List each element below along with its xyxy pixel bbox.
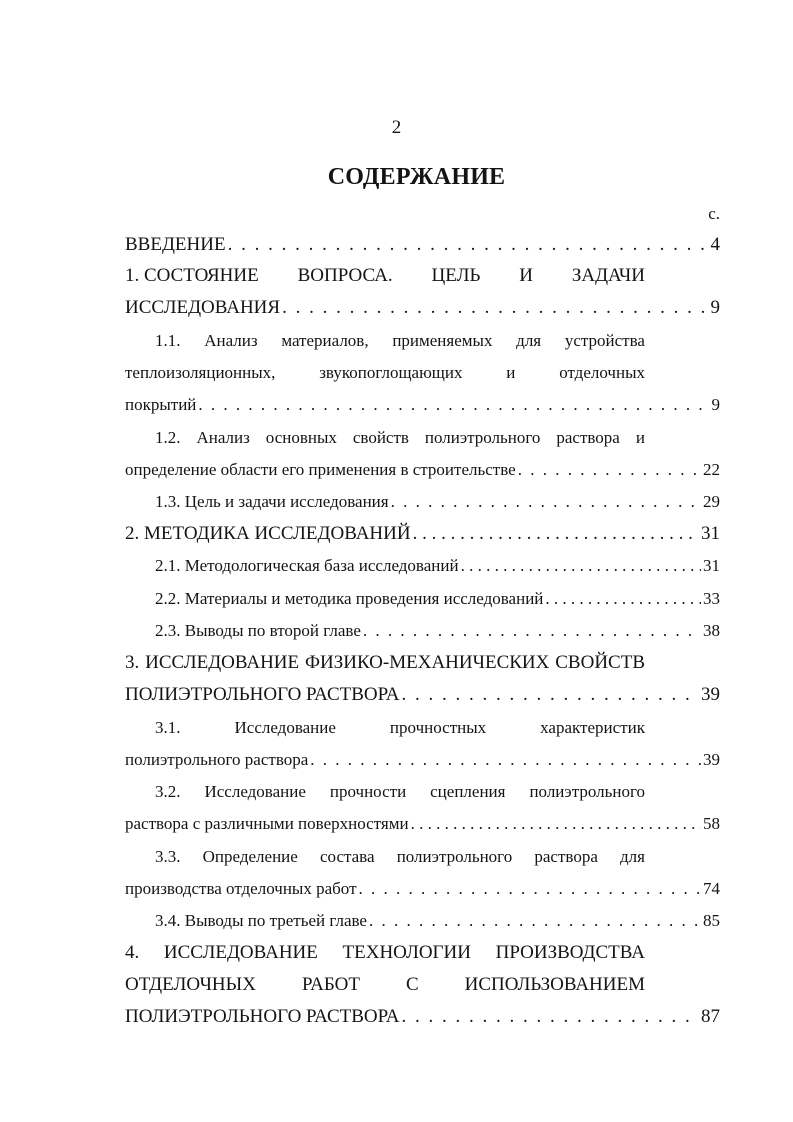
toc-entry-chapter-2 <box>125 519 720 549</box>
toc-word: полиэтрольного <box>424 428 541 447</box>
toc-entry-chapter-1 <box>125 293 720 323</box>
leader-dots <box>413 519 699 549</box>
leader-dots <box>545 584 701 614</box>
toc-entry-page: 29 <box>703 492 720 511</box>
toc-entry-title: производства отделочных работ <box>125 879 357 898</box>
leader-dots <box>359 874 702 904</box>
toc-word: ЦЕЛЬ <box>431 265 481 286</box>
toc-word: отделочных <box>559 363 645 382</box>
toc-word: для <box>620 847 645 866</box>
leader-dots <box>198 390 709 420</box>
toc-entry-title: раствора с различными поверхностями <box>125 814 409 833</box>
toc-word: И <box>519 265 533 286</box>
toc-entry-title: 2.3. Выводы по второй главе <box>155 621 361 640</box>
toc-entry-3-1 <box>125 745 720 775</box>
toc-word: ТЕХНОЛОГИИ <box>342 942 471 963</box>
toc-word: 3.1. <box>155 718 181 737</box>
toc-entry-3-2-line-1 <box>155 777 645 807</box>
toc-entry-3-1-line-1 <box>155 713 645 743</box>
toc-word: применяемых <box>392 331 493 350</box>
toc-entry-3-3 <box>125 874 720 904</box>
toc-entry-title: определение области его применения в строительстве <box>125 460 516 479</box>
toc-word: 1. СОСТОЯНИЕ <box>125 265 259 286</box>
toc-entry-title: 2.1. Методологическая база исследований <box>155 556 459 575</box>
toc-entry-3-3-line-1 <box>155 842 645 872</box>
toc-entry-page: 87 <box>701 1006 720 1027</box>
toc-entry-3-2 <box>125 809 720 839</box>
toc-word: полиэтрольного <box>529 782 645 801</box>
toc-entry-chapter-4-line-2 <box>125 970 645 1000</box>
toc-word: Определение <box>202 847 298 866</box>
toc-word: устройства <box>564 331 645 350</box>
toc-word: для <box>516 331 542 350</box>
toc-entry-1-1 <box>125 390 720 420</box>
toc-word: 3. <box>125 652 140 673</box>
toc-word: ПРОИЗВОДСТВА <box>495 942 645 963</box>
toc-word: ВОПРОСА. <box>297 265 393 286</box>
toc-entry-title: 1.3. Цель и задачи исследования <box>155 492 389 511</box>
toc-word: 3.3. <box>155 847 181 866</box>
leader-dots <box>461 551 701 581</box>
toc-word: ИСПОЛЬЗОВАНИЕМ <box>464 974 645 995</box>
toc-word: сцепления <box>430 782 506 801</box>
toc-entry-1-3 <box>155 487 720 517</box>
toc-entry-title: 3.4. Выводы по третьей главе <box>155 911 367 930</box>
toc-word: характеристик <box>540 718 645 737</box>
toc-word: основных <box>265 428 337 447</box>
toc-entry-1-1-line-2 <box>125 358 645 388</box>
toc-word: и <box>635 428 645 447</box>
toc-word: 3.2. <box>155 782 181 801</box>
leader-dots <box>310 745 701 775</box>
toc-entry-page: 33 <box>703 589 720 608</box>
toc-entry-title: ПОЛИЭТРОЛЬНОГО РАСТВОРА <box>125 684 400 705</box>
leader-dots <box>518 455 701 485</box>
toc-entry-chapter-1-line-1 <box>125 261 645 291</box>
toc-word: СВОЙСТВ <box>555 652 645 673</box>
toc-entry-page: 4 <box>710 234 720 255</box>
toc-entry-3-4 <box>155 906 720 936</box>
toc-entry-2-2 <box>155 584 720 614</box>
toc-entry-page: 39 <box>703 750 720 769</box>
toc-word: ЗАДАЧИ <box>571 265 645 286</box>
toc-word: Анализ <box>204 331 258 350</box>
toc-word: раствора <box>534 847 598 866</box>
toc-word: РАБОТ <box>301 974 360 995</box>
toc-word: Анализ <box>196 428 250 447</box>
toc-entry-title: полиэтрольного раствора <box>125 750 309 769</box>
leader-dots <box>282 293 708 323</box>
toc-word: 1.1. <box>155 331 181 350</box>
toc-entry-page: 31 <box>703 556 720 575</box>
toc-entry-title: ПОЛИЭТРОЛЬНОГО РАСТВОРА <box>125 1006 400 1027</box>
toc-entry-page: 85 <box>703 911 720 930</box>
leader-dots <box>402 1002 700 1032</box>
toc-entry-chapter-3 <box>125 680 720 710</box>
toc-word: прочностных <box>389 718 487 737</box>
leader-dots <box>363 616 701 646</box>
toc-entry-title: покрытий <box>125 395 197 414</box>
toc-word: ФИЗИКО-МЕХАНИЧЕСКИХ <box>305 652 550 673</box>
toc-entry-page: 74 <box>703 879 720 898</box>
toc-entry-page: 9 <box>711 395 720 414</box>
toc-entry-title: ВВЕДЕНИЕ <box>125 234 226 255</box>
toc-word: ИССЛЕДОВАНИЕ <box>163 942 318 963</box>
leader-dots <box>369 906 701 936</box>
toc-entry-page: 58 <box>703 814 720 833</box>
page-number: 2 <box>391 117 402 138</box>
toc-entry-page: 39 <box>701 684 720 705</box>
toc-word: ИССЛЕДОВАНИЕ <box>145 652 300 673</box>
toc-entry-page: 38 <box>703 621 720 640</box>
leader-dots <box>402 680 700 710</box>
toc-word: теплоизоляционных, <box>125 363 276 382</box>
toc-word: прочности <box>329 782 407 801</box>
toc-entry-title: 2. МЕТОДИКА ИССЛЕДОВАНИЙ <box>125 523 411 544</box>
toc-word: С <box>405 974 419 995</box>
toc-word: материалов, <box>281 331 369 350</box>
toc-entry-2-1 <box>155 551 720 581</box>
toc-word: Исследование <box>204 782 306 801</box>
toc-entry-chapter-4 <box>125 1002 720 1032</box>
toc-entry-page: 9 <box>710 297 720 318</box>
toc-word: 4. <box>125 942 140 963</box>
toc-entry-1-2 <box>125 455 720 485</box>
toc-word: свойств <box>352 428 409 447</box>
leader-dots <box>411 809 701 839</box>
page-column-label: с. <box>708 204 720 223</box>
toc-word: 1.2. <box>155 428 181 447</box>
toc-word: звукопоглощающих <box>319 363 463 382</box>
toc-entry-title: ИССЛЕДОВАНИЯ <box>125 297 281 318</box>
toc-entry-page: 22 <box>703 460 720 479</box>
toc-entry-1-2-line-1 <box>155 423 645 453</box>
toc-entry-title: 2.2. Материалы и методика проведения исследований <box>155 589 544 608</box>
toc-word: Исследование <box>234 718 336 737</box>
toc-entry-1-1-line-1 <box>155 326 645 356</box>
toc-entry-page: 31 <box>701 523 720 544</box>
toc-word: раствора <box>556 428 620 447</box>
toc-word: ОТДЕЛОЧНЫХ <box>125 974 256 995</box>
leader-dots <box>228 230 709 260</box>
toc-entry-chapter-4-line-1 <box>125 938 645 968</box>
toc-word: и <box>506 363 516 382</box>
toc-entry-chapter-3-line-1 <box>125 648 645 678</box>
toc-entry-2-3 <box>155 616 720 646</box>
toc-entry-introduction <box>125 230 720 260</box>
toc-title: СОДЕРЖАНИЕ <box>327 164 506 190</box>
leader-dots <box>391 487 701 517</box>
toc-word: состава <box>319 847 375 866</box>
toc-word: полиэтрольного <box>396 847 513 866</box>
